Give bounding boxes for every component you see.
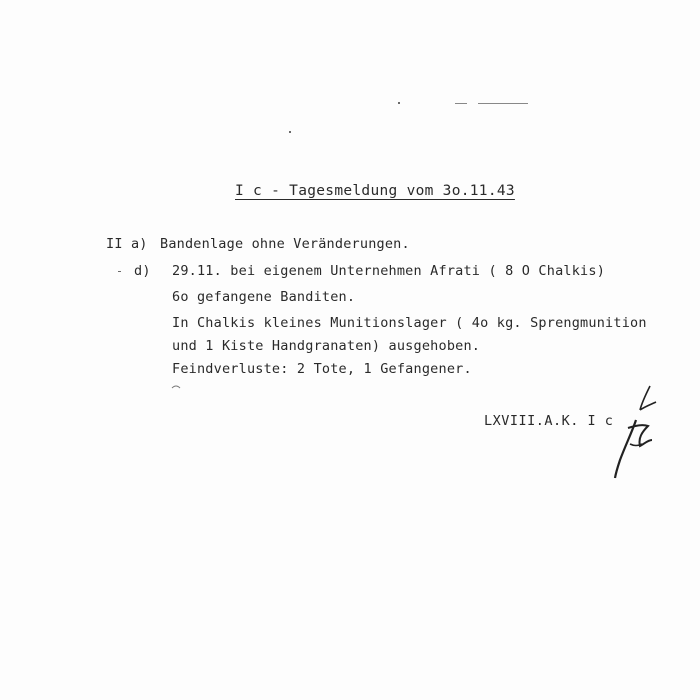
item-d-line-4: und 1 Kiste Handgranaten) ausgehoben. <box>172 338 481 354</box>
item-d-line-3: In Chalkis kleines Munitionslager ( 4o kg. Sprengmunition <box>172 315 647 331</box>
scan-speck <box>118 271 121 272</box>
item-d-marker: d) <box>134 263 151 279</box>
scan-speck <box>289 131 291 133</box>
item-d-line-1: 29.11. bei eigenem Unternehmen Afrati ( 8 O Chalkis) <box>172 263 606 279</box>
section-marker: II a) <box>106 236 148 252</box>
pencil-mark <box>170 380 190 392</box>
unit-signature-line: LXVIII.A.K. I c <box>484 413 614 429</box>
item-d-line-2: 6o gefangene Banditen. <box>172 289 356 305</box>
item-a-text: Bandenlage ohne Veränderungen. <box>160 236 410 252</box>
document-title: I c - Tagesmeldung vom 3o.11.43 <box>235 183 515 199</box>
handwritten-signature <box>612 380 662 480</box>
top-scan-mark <box>478 103 528 104</box>
scan-speck <box>398 102 400 104</box>
item-d-line-5: Feindverluste: 2 Tote, 1 Gefangener. <box>172 361 472 377</box>
top-scan-mark <box>455 103 467 104</box>
